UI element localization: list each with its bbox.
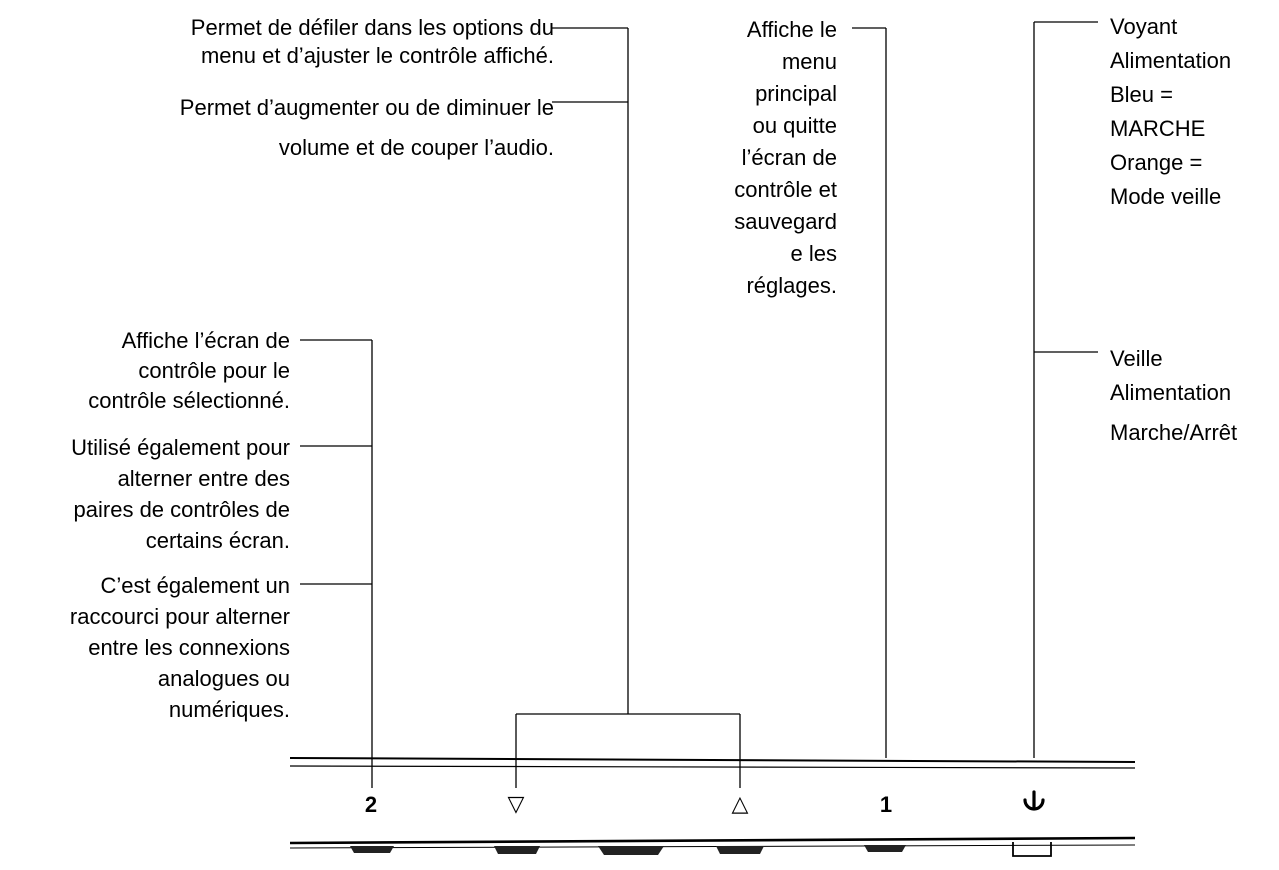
button-key1-physical: [864, 845, 906, 852]
label-shortcut: C’est également un raccourci pour alterner entre les connexions analogues ou numériques.: [69, 573, 290, 722]
label-menu: Affiche le menu principal ou quitte l’écran de contrôle et sauvegard e les réglages.: [734, 17, 837, 298]
label-toggle-pairs: Utilisé également pour alterner entre des paires de contrôles de certains écran.: [71, 435, 290, 553]
key-2-label: 2: [364, 792, 378, 817]
label-power-led: Voyant Alimentation Bleu = MARCHE Orange = Mode veille: [1110, 14, 1232, 209]
button-key2-physical: [350, 846, 394, 853]
label-power-standby: Veille Alimentation Marche/Arrêt: [1110, 346, 1238, 445]
key-down-label: ▽: [507, 791, 525, 816]
button-down-physical: [494, 846, 540, 854]
bezel-bottom-edge: [290, 838, 1135, 843]
bezel-top-edge-inner: [290, 766, 1135, 768]
button-up-physical: [716, 846, 764, 854]
label-control-screen: Affiche l’écran de contrôle pour le contrôle sélectionné.: [88, 328, 290, 413]
bezel-bottom-edge-inner: [290, 845, 1135, 848]
button-power-physical: [1013, 842, 1051, 856]
key-1-label: 1: [879, 792, 893, 817]
power-icon: [1025, 792, 1043, 809]
label-scroll: Permet de défiler dans les options du menu et d’ajuster le contrôle affiché.: [190, 15, 554, 68]
label-volume: Permet d’augmenter ou de diminuer le volume et de couper l’audio.: [179, 95, 554, 160]
key-up-label: △: [731, 791, 749, 816]
button-middle-physical: [598, 846, 664, 855]
bezel-top-edge: [290, 758, 1135, 762]
